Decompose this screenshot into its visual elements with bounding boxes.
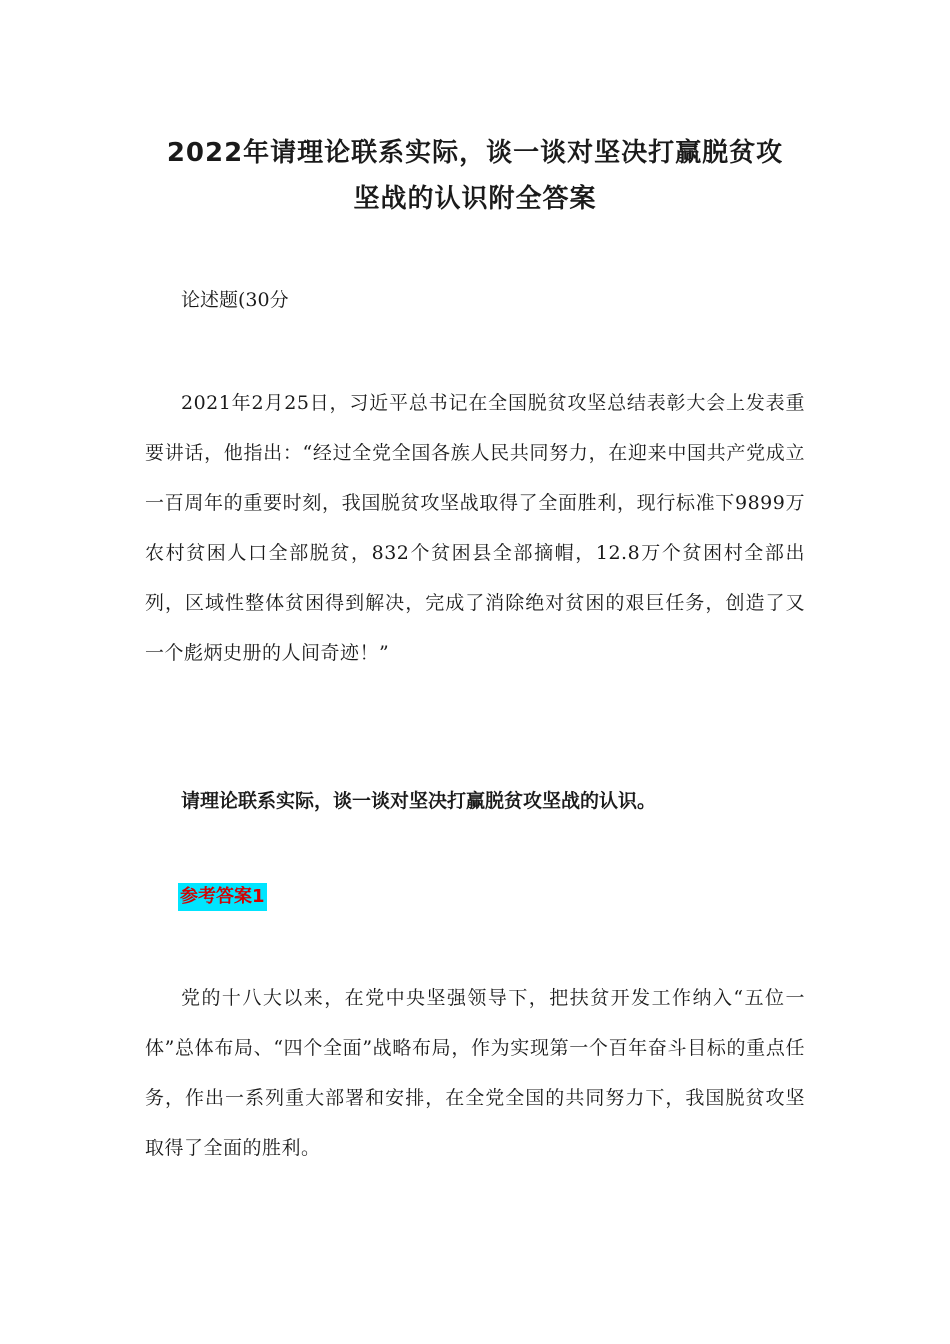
answer-label-badge: 参考答案1 <box>178 883 267 911</box>
section-label: 论述题(30分 <box>181 289 289 311</box>
intro-paragraph: 2021年2月25日，习近平总书记在全国脱贫攻坚总结表彰大会上发表重要讲话，他指出：“经过全党全国各族人民共同努力，在迎来中国共产党成立一百周年的重要时刻，我国脱贫攻坚战取得了全面胜利，现行标准下9899万农村贫困人口全部脱贫，832个贫困县全部摘帽，12.8万个贫困村全部出列，区域性整体贫困得到解决，完成了消除绝对贫困的艰巨任务，创造了又一个彪炳史册的人间奇迹！” <box>145 392 805 664</box>
question-text: 请理论联系实际，谈一谈对坚决打赢脱贫攻坚战的认识。 <box>181 790 657 812</box>
title-line-1: 2022年请理论联系实际，谈一谈对坚决打赢脱贫攻 <box>166 138 784 168</box>
answer-paragraph: 党的十八大以来，在党中央坚强领导下，把扶贫开发工作纳入“五位一体”总体布局、“四个全面”战略布局，作为实现第一个百年奋斗目标的重点任务，作出一系列重大部署和安排，在全党全国的共同努力下，我国脱贫攻坚取得了全面的胜利。 <box>145 987 805 1159</box>
document-title <box>140 130 810 222</box>
title-line-2: 坚战的认识附全答案 <box>353 184 597 214</box>
